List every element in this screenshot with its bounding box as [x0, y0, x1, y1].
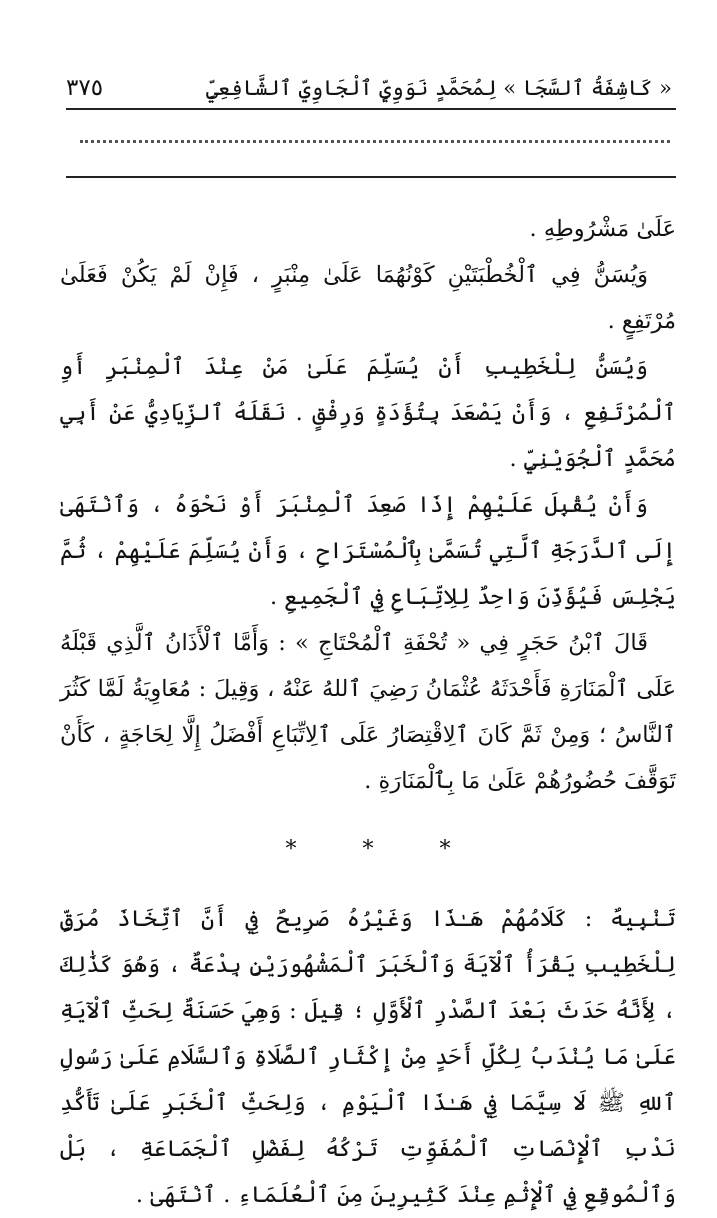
body-text — [60, 206, 676, 1218]
asterisk-ornament: * — [285, 837, 297, 862]
dotted-separator — [80, 140, 670, 143]
paragraph: وَيُسَنُّ لِلْخَطِيبِ أَنْ يُسَلِّمَ عَلَىٰ مَنْ عِنْدَ ٱلْمِنْبَرِ أَوِ ٱلْمُرْتَفِعِ ، وَأَنْ يَصْعَدَ بِتُؤَدَةٍ وَرِفْقٍ . نَقَلَهُ ٱلزِّيَادِيُّ عَنْ أَبِي مُحَمَّدٍ ٱلْجُوَيْنِيِّ . — [60, 354, 676, 472]
asterisk-ornament: * — [362, 837, 374, 862]
section-rule — [66, 176, 676, 178]
asterisk-ornament: * — [439, 837, 451, 862]
paragraph: وَأَنْ يُقْبِلَ عَلَيْهِمْ إِذَا صَعِدَ ٱلْمِنْبَرَ أَوْ نَحْوَهُ ، وَٱنْتَهَىٰ إِلَى ٱلدَّرَجَةِ ٱلَّتِي تُسَمَّىٰ بِٱلْمُسْتَرَاحِ ، وَأَنْ يُسَلِّمَ عَلَيْهِمْ ، ثُمَّ يَجْلِسَ فَيُؤَذِّنَ وَاحِدٌ لِلِاتِّبَاعِ فِي ٱلْجَمِيعِ . — [60, 492, 676, 610]
header-title: « كَاشِفَةُ ٱلسَّجَا » لِمُحَمَّدٍ نَوَوِيٍّ ٱلْجَاوِيِّ ٱلشَّافِعِيِّ — [205, 76, 672, 100]
page-number: ٣٧٥ — [66, 75, 104, 101]
paragraph: عَلَىٰ مَشْرُوطِهِ . — [529, 216, 676, 242]
paragraph: قَالَ ٱبْنُ حَجَرٍ فِي « تُحْفَةِ ٱلْمُحْتَاجِ » : وَأَمَّا ٱلْأَذَانُ ٱلَّذِي قَبْلَهُ عَلَى ٱلْمَنَارَةِ فَأَحْدَثَهُ عُثْمَانُ رَضِيَ ٱللهُ عَنْهُ ، وَقِيلَ : مُعَاوِيَةُ لَمَّا كَثُرَ ٱلنَّاسُ ؛ وَمِنْ ثَمَّ كَانَ ٱلِاقْتِصَارُ عَلَى ٱلِاتِّبَاعِ أَفْضَلُ إِلَّا لِحَاجَةٍ ، كَأَنْ تَوَقَّفَ حُضُورُهُمْ عَلَىٰ مَا بِٱلْمَنَارَةِ . — [60, 630, 676, 794]
section-ornament — [60, 804, 676, 896]
header-rule — [66, 108, 676, 110]
note-paragraph: تَنْبِيهٌ : كَلَامُهُمْ هَـٰذَا وَغَيْرُهُ صَرِيحٌ فِي أَنَّ ٱتِّخَاذَ مُرَقٍّ لِلْخَطِيبِ يَقْرَأُ ٱلْآيَةَ وَٱلْخَبَرَ ٱلْمَشْهُورَيْنِ بِدْعَةٌ ، وَهُوَ كَذَٰلِكَ ، لِأَنَّهُ حَدَثَ بَعْدَ ٱلصَّدْرِ ٱلْأَوَّلِ ؛ قِيلَ : وَهِيَ حَسَنَةٌ لِحَثِّ ٱلْآيَةِ عَلَىٰ مَا يُنْدَبُ لِكُلِّ أَحَدٍ مِنْ إِكْثَارِ ٱلصَّلَاةِ وَٱلسَّلَامِ عَلَىٰ رَسُولِ ٱللهِ ﷺ لَا سِيَّمَا فِي هَـٰذَا ٱلْيَوْمِ ، وَلِحَثِّ ٱلْخَبَرِ عَلَىٰ تَأَكُّدِ نَدْبِ ٱلْإِنْصَاتِ ٱلْمُفَوِّتِ تَرْكُهُ لِفَضْلِ ٱلْجَمَاعَةِ ، بَلْ وَٱلْمُوقِعِ فِي ٱلْإِثْمِ عِنْدَ كَثِيرِينَ مِنَ ٱلْعُلَمَاءِ . ٱنْتَهَىٰ . — [60, 906, 676, 1208]
running-header — [66, 62, 672, 106]
paragraph: وَيُسَنُّ فِي ٱلْخُطْبَتَيْنِ كَوْنُهُمَا عَلَىٰ مِنْبَرٍ ، فَإِنْ لَمْ يَكُنْ فَعَلَىٰ مُرْتَفِعٍ . — [60, 262, 676, 334]
